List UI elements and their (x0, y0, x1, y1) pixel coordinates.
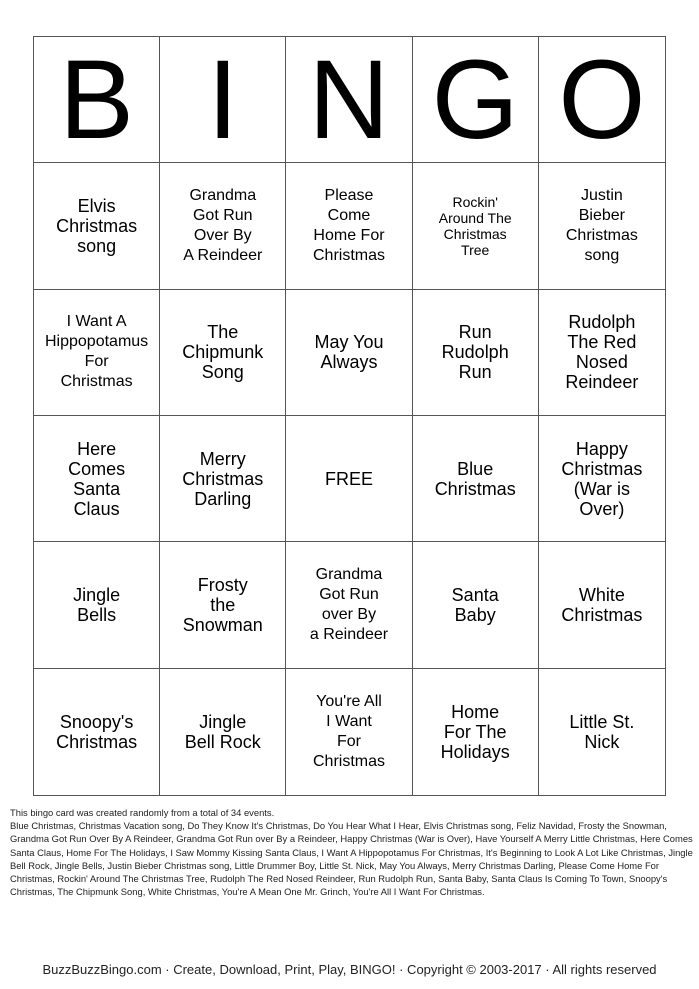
bingo-cell: Home For The Holidays (413, 669, 539, 795)
bingo-cell: Blue Christmas (413, 416, 539, 542)
bingo-cell: Little St. Nick (569, 711, 635, 752)
description-intro: This bingo card was created randomly from a total of 34 events. (10, 807, 275, 818)
description-events: Blue Christmas, Christmas Vacation song, Do They Know It's Christmas, Do You Hear What I Hear, Elvis Christmas song, Feliz Navidad, Frosty the Snowman, Grandma Got Run Over By A Reindeer, Grandma Got Run over By a Reindeer, Happy Christmas (War is Over), Have Yourself A Merry Little Christmas, Here Comes Santa Claus, Home For The Holidays, I Saw Mommy Kissing Santa Claus, I Want A Hippopotamus For Christmas, It's Beginning to Look A Lot Like Christmas, Jingle Bell Rock, Jingle Bells, Justin Bieber Christmas song, Little Drummer Boy, Little St. Nick, May You Always, Merry Christmas Darling, Please Come Home For Christmas, Rockin' Around The Christmas Tree, Rudolph The Red Nosed Reindeer, Run Rudolph Run, Santa Baby, Santa Claus Is Coming To Town, Snoopy's Christmas, The Chipmunk Song, White Christmas, You're A Mean One Mr. Grinch, You're All I Want For Christmas. (10, 820, 693, 898)
bingo-cell: Justin Bieber Christmas song (539, 163, 665, 289)
bingo-cell: Here Comes Santa Claus (34, 416, 160, 542)
bingo-cell: Rockin' Around The Christmas Tree (413, 163, 539, 289)
bingo-cell: Merry Christmas Darling (160, 416, 286, 542)
bingo-cell: Happy Christmas (War is Over) (539, 416, 665, 542)
bingo-card (33, 36, 666, 796)
footer-copyright: BuzzBuzzBingo.com · Create, Download, Print, Play, BINGO! · Copyright © 2003-2017 · All rights reserved (42, 962, 657, 977)
bingo-cell: Please Come Home For Christmas (286, 163, 412, 289)
bingo-cell: Snoopy's Christmas (34, 669, 160, 795)
bingo-cell: Grandma Got Run Over By A Reindeer (160, 163, 286, 289)
header-letter-o: O (539, 37, 665, 163)
header-letter-b: B (34, 37, 160, 163)
card-description (10, 806, 694, 898)
bingo-cell: I Want A Hippopotamus For Christmas (34, 290, 160, 416)
bingo-cell: Jingle Bell Rock (160, 669, 286, 795)
bingo-cell: Elvis Christmas song (34, 163, 160, 289)
bingo-cell: You're All I Want For Christmas (286, 669, 412, 795)
bingo-cell: May You Always (286, 290, 412, 416)
bingo-cell: Grandma Got Run over By a Reindeer (286, 542, 412, 668)
bingo-cell: Santa Baby (413, 542, 539, 668)
bingo-cell: Run Rudolph Run (413, 290, 539, 416)
header-letter-n: N (286, 37, 412, 163)
bingo-cell: Jingle Bells (34, 542, 160, 668)
header-letter-i: I (160, 37, 286, 163)
bingo-cell: The Chipmunk Song (160, 290, 286, 416)
header-letter-g: G (413, 37, 539, 163)
bingo-cell: White Christmas (539, 542, 665, 668)
bingo-cell: Frosty the Snowman (160, 542, 286, 668)
bingo-cell: Rudolph The Red Nosed Reindeer (539, 290, 665, 416)
free-space-cell: FREE (286, 416, 412, 542)
